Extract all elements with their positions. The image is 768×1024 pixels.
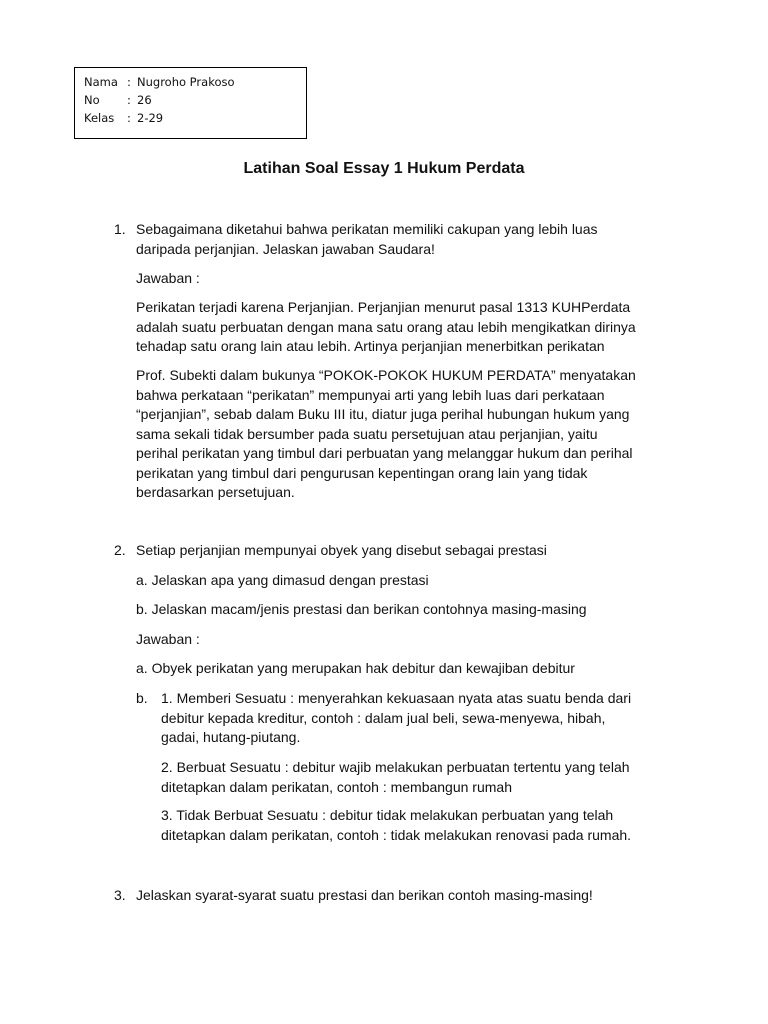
student-number-row bbox=[84, 91, 306, 109]
q1-question bbox=[136, 220, 696, 259]
q2-answer-b-item-3 bbox=[161, 806, 721, 845]
q1-para1-line: adalah suatu perbuatan dengan mana satu orang atau lebih mengikatkan dirinya bbox=[136, 318, 636, 335]
q1-para2-line: perihal perikatan yang timbul dari perbuatan yang melanggar hukum dan perihal bbox=[136, 445, 633, 461]
q1-answer-label: Jawaban : bbox=[136, 270, 200, 286]
colon: : bbox=[127, 75, 131, 89]
number-value: 26 bbox=[137, 93, 152, 107]
q2-answer-b-item-2 bbox=[161, 758, 721, 797]
q2-number: 2. bbox=[114, 542, 126, 558]
q2-sub-a: a. Jelaskan apa yang dimasud dengan prestasi bbox=[136, 572, 429, 588]
q2-answer-b-item-1 bbox=[161, 689, 721, 748]
q2-b3-line: 3. Tidak Berbuat Sesuatu : debitur tidak melakukan perbuatan yang telah bbox=[161, 807, 614, 823]
q3-number: 3. bbox=[114, 887, 126, 903]
q3-question: Jelaskan syarat-syarat suatu prestasi dan berikan contoh masing-masing! bbox=[136, 887, 593, 903]
q2-question: Setiap perjanjian mempunyai obyek yang disebut sebagai prestasi bbox=[136, 542, 547, 558]
q2-b1-line: gadai, hutang-piutang. bbox=[161, 729, 301, 745]
student-class-row bbox=[84, 109, 306, 127]
q1-question-line: Sebagaimana diketahui bahwa perikatan memiliki cakupan yang lebih luas bbox=[136, 221, 598, 237]
q1-para2-line: sama sekali tidak bersumber pada suatu persetujuan atau perjanjian, yaitu bbox=[136, 425, 598, 442]
class-value: 2-29 bbox=[137, 111, 164, 125]
q1-number: 1. bbox=[114, 221, 126, 237]
q1-para1-line: Perikatan terjadi karena Perjanjian. Perjanjian menurut pasal 1313 KUHPerdata bbox=[136, 299, 631, 315]
q2-b3-line: ditetapkan dalam perikatan, contoh : tidak melakukan renovasi pada rumah. bbox=[161, 826, 632, 843]
q1-answer-paragraph-1 bbox=[136, 298, 696, 357]
q1-para2-line: perikatan yang timbul dari pengurusan kepentingan orang lain yang tidak bbox=[136, 464, 588, 481]
q2-answer-b-marker: b. bbox=[136, 690, 148, 706]
q2-b1-line: 1. Memberi Sesuatu : menyerahkan kekuasaan nyata atas suatu benda dari bbox=[161, 690, 632, 706]
colon: : bbox=[127, 111, 131, 125]
q1-para2-line: berdasarkan persetujuan. bbox=[136, 484, 295, 500]
q1-question-line: daripada perjanjian. Jelaskan jawaban Saudara! bbox=[136, 240, 435, 257]
name-label: Nama bbox=[84, 75, 118, 89]
colon: : bbox=[127, 93, 131, 107]
q2-b2-line: ditetapkan dalam perikatan, contoh : membangun rumah bbox=[161, 778, 512, 795]
q2-sub-b: b. Jelaskan macam/jenis prestasi dan berikan contohnya masing-masing bbox=[136, 601, 587, 617]
q2-answer-label: Jawaban : bbox=[136, 631, 200, 647]
q1-answer-paragraph-2 bbox=[136, 366, 696, 503]
q2-b1-line: debitur kepada kreditur, contoh : dalam jual beli, sewa-menyewa, hibah, bbox=[161, 709, 606, 726]
class-label: Kelas bbox=[84, 111, 115, 125]
number-label: No bbox=[84, 93, 100, 107]
student-name-row bbox=[84, 73, 306, 91]
q1-para2-line: “perjanjian”, sebab dalam Buku III itu, diatur juga perihal hubungan hukum yang bbox=[136, 406, 630, 422]
q1-para2-line: bahwa perkataan “perikatan” mempunyai arti yang lebih luas dari perkataan bbox=[136, 386, 605, 403]
q2-answer-a: a. Obyek perikatan yang merupakan hak debitur dan kewajiban debitur bbox=[136, 660, 575, 676]
q1-para1-line: tehadap satu orang lain atau lebih. Artinya perjanjian menerbitkan perikatan bbox=[136, 338, 605, 354]
page-title: Latihan Soal Essay 1 Hukum Perdata bbox=[243, 160, 525, 177]
q2-b2-line: 2. Berbuat Sesuatu : debitur wajib melakukan perbuatan tertentu yang telah bbox=[161, 759, 630, 775]
name-value: Nugroho Prakoso bbox=[137, 75, 235, 89]
student-info-box bbox=[74, 67, 307, 139]
q1-para2-line: Prof. Subekti dalam bukunya “POKOK-POKOK HUKUM PERDATA” menyatakan bbox=[136, 367, 636, 383]
